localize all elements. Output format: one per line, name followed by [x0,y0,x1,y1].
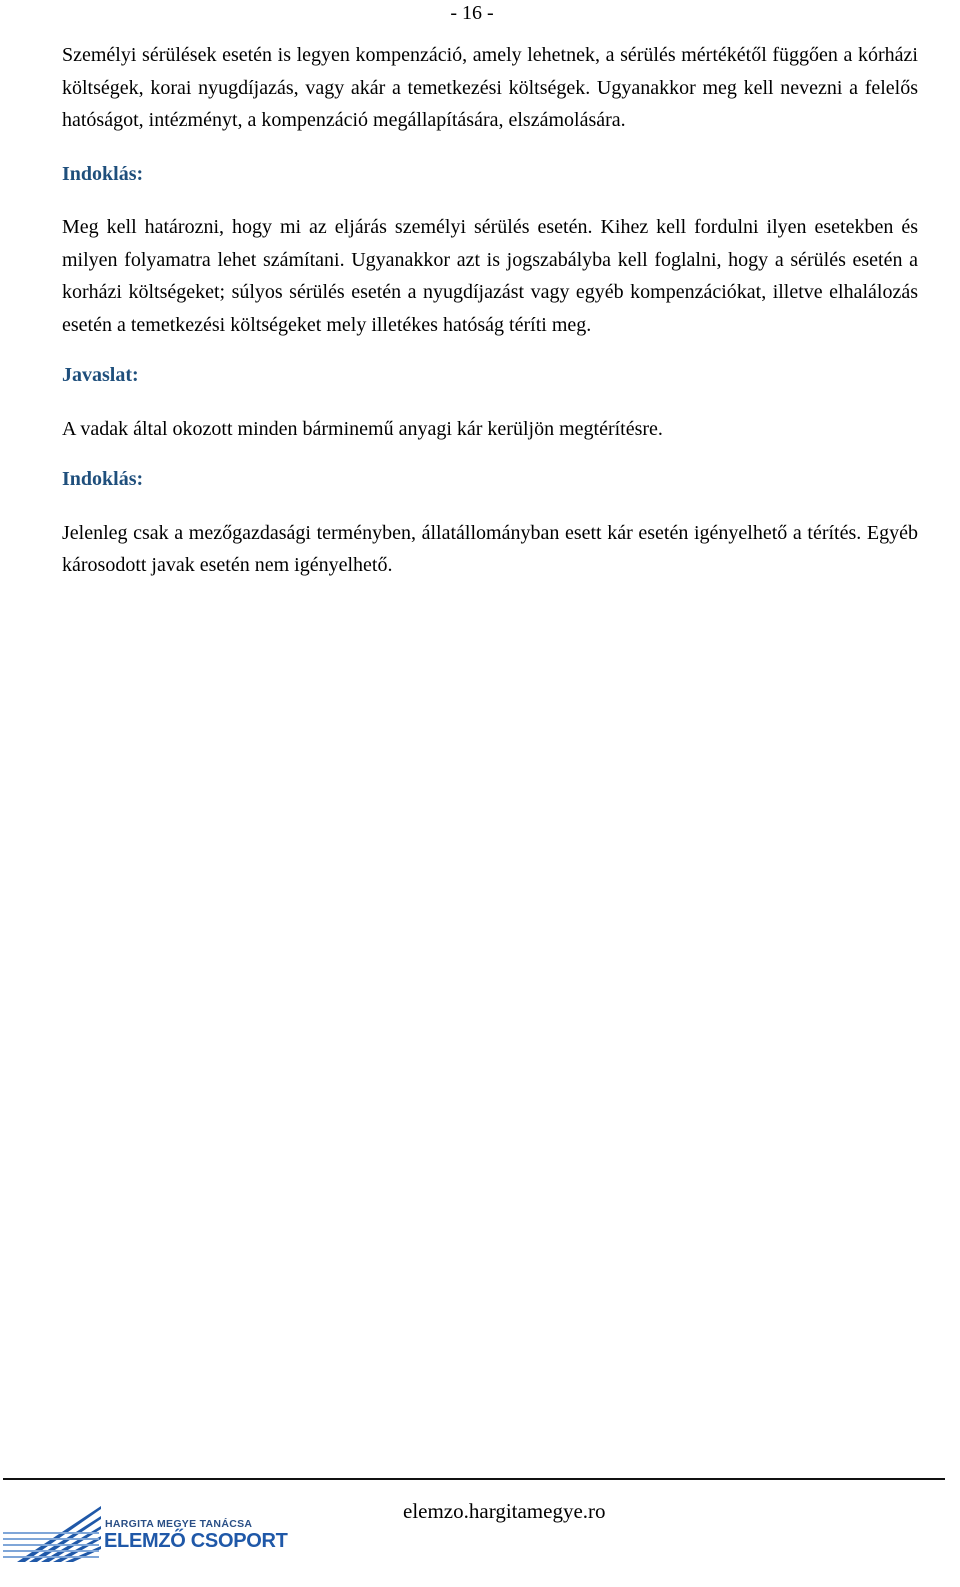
document-body [62,39,918,582]
paragraph-wildlife-damage: A vadak által okozott minden bárminemű anyagi kár kerüljön megtérítésre. [62,417,663,440]
logo-title-line: HARGITA MEGYE TANÁCSA [105,1518,253,1530]
heading-justification-2: Indoklás: [62,468,144,490]
paragraph-current-compensation: Jelenleg csak a mezőgazdasági terményben, állatállományban esett kár esetén igényelhető a térítés. Egyéb károsodott javak esetén nem igényelhető. [62,521,918,576]
footer-divider [3,1478,945,1480]
hargita-logo [3,1502,288,1562]
paragraph-injury-procedure: Meg kell határozni, hogy mi az eljárás személyi sérülés esetén. Kihez kell fordulni ilyen esetekben és milyen folyamatra lehet számítani. Ugyanakkor azt is jogszabályba kell foglalni, hogy a sérülés esetén a korházi költségeket; súlyos sérülés esetén a nyugdíjazást vagy egyéb kompenzációkat, illetve elhalálozás esetén a temetkezési költségeket mely illetékes hatóság téríti meg. [62,216,918,336]
heading-justification-1: Indoklás: [62,162,144,185]
logo-name-line: ELEMZŐ CSOPORT [104,1530,288,1552]
page-number: - 16 - [450,2,494,24]
heading-proposal: Javaslat: [62,364,139,386]
paragraph-personal-injury-compensation: Személyi sérülések esetén is legyen kompenzáció, amely lehetnek, a sérülés mértékétől függően a kórházi költségek, korai nyugdíjazás, vagy akár a temetkezési költségek. Ugyanakkor meg kell nevezni a felelős hatóságot, intézményt, a kompenzáció megállapítására, elszámolására. [62,44,918,131]
logo-stripes-icon [3,1502,103,1562]
footer-website-url[interactable]: elemzo.hargitamegye.ro [403,1499,606,1523]
